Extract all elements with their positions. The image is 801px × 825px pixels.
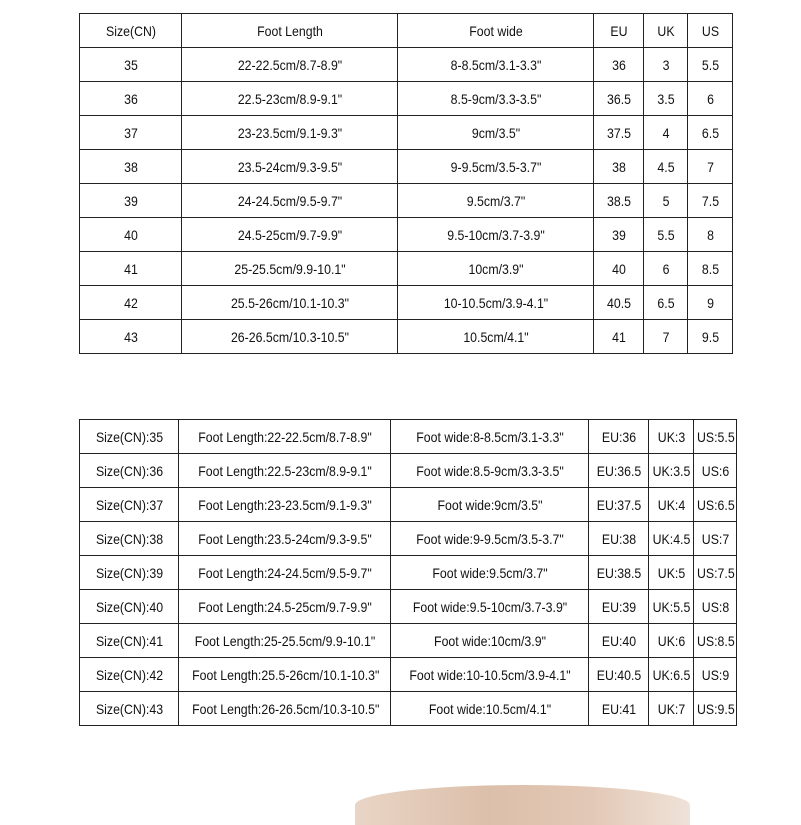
cell-foot-wide: 9cm/3.5" bbox=[409, 116, 581, 150]
cell-us: 8.5 bbox=[690, 252, 730, 286]
header-foot-length: Foot Length bbox=[194, 14, 384, 48]
header-uk: UK bbox=[646, 14, 685, 48]
cell-foot-length: Foot Length:25-25.5cm/9.9-10.1" bbox=[191, 624, 378, 658]
header-size-cn: Size(CN) bbox=[86, 14, 176, 48]
cell-size-cn: 42 bbox=[86, 286, 176, 320]
table-row bbox=[80, 184, 733, 218]
header-foot-wide: Foot wide bbox=[409, 14, 581, 48]
cell-us: US:9 bbox=[696, 658, 734, 692]
cell-size-cn: Size(CN):36 bbox=[85, 454, 172, 488]
cell-uk: UK:3.5 bbox=[651, 454, 691, 488]
header-eu: EU bbox=[597, 14, 641, 48]
cell-eu: EU:38 bbox=[592, 522, 645, 556]
cell-size-cn: Size(CN):41 bbox=[85, 624, 172, 658]
cell-uk: 3.5 bbox=[646, 82, 685, 116]
shoe-image-edge bbox=[355, 785, 690, 825]
cell-foot-length: Foot Length:24.5-25cm/9.7-9.9" bbox=[191, 590, 378, 624]
size-chart-table bbox=[79, 13, 733, 354]
cell-foot-wide: Foot wide:10-10.5cm/3.9-4.1" bbox=[402, 658, 576, 692]
cell-size-cn: 41 bbox=[86, 252, 176, 286]
cell-eu: EU:37.5 bbox=[592, 488, 645, 522]
cell-foot-wide: 9.5-10cm/3.7-3.9" bbox=[409, 218, 581, 252]
cell-foot-wide: 8.5-9cm/3.3-3.5" bbox=[409, 82, 581, 116]
cell-foot-length: 25.5-26cm/10.1-10.3" bbox=[194, 286, 384, 320]
cell-eu: EU:36 bbox=[592, 420, 645, 454]
cell-foot-wide: 10.5cm/4.1" bbox=[409, 320, 581, 354]
cell-uk: 4 bbox=[646, 116, 685, 150]
cell-us: US:7.5 bbox=[696, 556, 734, 590]
cell-foot-length: Foot Length:26-26.5cm/10.3-10.5" bbox=[191, 692, 378, 726]
table-row bbox=[80, 420, 737, 454]
cell-foot-wide: 8-8.5cm/3.1-3.3" bbox=[409, 48, 581, 82]
cell-uk: UK:6 bbox=[651, 624, 691, 658]
cell-us: US:7 bbox=[696, 522, 734, 556]
cell-eu: 37.5 bbox=[597, 116, 641, 150]
cell-us: US:8 bbox=[696, 590, 734, 624]
cell-eu: EU:39 bbox=[592, 590, 645, 624]
cell-us: 9 bbox=[690, 286, 730, 320]
cell-foot-wide: Foot wide:9cm/3.5" bbox=[402, 488, 576, 522]
cell-size-cn: Size(CN):42 bbox=[85, 658, 172, 692]
cell-foot-length: 22.5-23cm/8.9-9.1" bbox=[194, 82, 384, 116]
cell-uk: UK:5 bbox=[651, 556, 691, 590]
cell-foot-length: Foot Length:23-23.5cm/9.1-9.3" bbox=[191, 488, 378, 522]
cell-foot-length: 26-26.5cm/10.3-10.5" bbox=[194, 320, 384, 354]
cell-uk: 7 bbox=[646, 320, 685, 354]
cell-us: 6 bbox=[690, 82, 730, 116]
table-row bbox=[80, 488, 737, 522]
table-row bbox=[80, 624, 737, 658]
cell-foot-wide: Foot wide:8-8.5cm/3.1-3.3" bbox=[402, 420, 576, 454]
cell-uk: 5 bbox=[646, 184, 685, 218]
cell-foot-wide: 10cm/3.9" bbox=[409, 252, 581, 286]
cell-foot-length: 24-24.5cm/9.5-9.7" bbox=[194, 184, 384, 218]
cell-eu: EU:36.5 bbox=[592, 454, 645, 488]
cell-eu: 36 bbox=[597, 48, 641, 82]
cell-us: 7 bbox=[690, 150, 730, 184]
table-row bbox=[80, 590, 737, 624]
cell-uk: 6.5 bbox=[646, 286, 685, 320]
cell-us: US:6 bbox=[696, 454, 734, 488]
cell-size-cn: 39 bbox=[86, 184, 176, 218]
cell-size-cn: Size(CN):37 bbox=[85, 488, 172, 522]
cell-us: US:5.5 bbox=[696, 420, 734, 454]
cell-size-cn: 37 bbox=[86, 116, 176, 150]
header-row bbox=[80, 14, 733, 48]
cell-eu: 38.5 bbox=[597, 184, 641, 218]
size-chart-labeled-table bbox=[79, 419, 737, 726]
cell-size-cn: Size(CN):43 bbox=[85, 692, 172, 726]
cell-size-cn: Size(CN):39 bbox=[85, 556, 172, 590]
cell-foot-wide: 9-9.5cm/3.5-3.7" bbox=[409, 150, 581, 184]
cell-eu: EU:40.5 bbox=[592, 658, 645, 692]
cell-foot-wide: 10-10.5cm/3.9-4.1" bbox=[409, 286, 581, 320]
cell-foot-wide: Foot wide:9-9.5cm/3.5-3.7" bbox=[402, 522, 576, 556]
cell-uk: UK:4.5 bbox=[651, 522, 691, 556]
table-row bbox=[80, 252, 733, 286]
cell-uk: UK:7 bbox=[651, 692, 691, 726]
cell-foot-length: 23.5-24cm/9.3-9.5" bbox=[194, 150, 384, 184]
cell-uk: UK:4 bbox=[651, 488, 691, 522]
cell-foot-length: 23-23.5cm/9.1-9.3" bbox=[194, 116, 384, 150]
table-row bbox=[80, 658, 737, 692]
table-row bbox=[80, 286, 733, 320]
table-row bbox=[80, 454, 737, 488]
cell-size-cn: 38 bbox=[86, 150, 176, 184]
cell-us: 6.5 bbox=[690, 116, 730, 150]
cell-uk: 4.5 bbox=[646, 150, 685, 184]
cell-uk: 5.5 bbox=[646, 218, 685, 252]
cell-foot-length: 25-25.5cm/9.9-10.1" bbox=[194, 252, 384, 286]
cell-uk: UK:6.5 bbox=[651, 658, 691, 692]
cell-uk: UK:3 bbox=[651, 420, 691, 454]
cell-size-cn: 40 bbox=[86, 218, 176, 252]
cell-us: 5.5 bbox=[690, 48, 730, 82]
cell-us: US:8.5 bbox=[696, 624, 734, 658]
cell-us: US:6.5 bbox=[696, 488, 734, 522]
cell-foot-length: Foot Length:23.5-24cm/9.3-9.5" bbox=[191, 522, 378, 556]
cell-eu: 40.5 bbox=[597, 286, 641, 320]
cell-eu: 38 bbox=[597, 150, 641, 184]
cell-uk: 3 bbox=[646, 48, 685, 82]
cell-eu: 40 bbox=[597, 252, 641, 286]
cell-foot-wide: Foot wide:10.5cm/4.1" bbox=[402, 692, 576, 726]
cell-foot-wide: 9.5cm/3.7" bbox=[409, 184, 581, 218]
cell-size-cn: Size(CN):40 bbox=[85, 590, 172, 624]
cell-us: 9.5 bbox=[690, 320, 730, 354]
table-row bbox=[80, 556, 737, 590]
header-us: US bbox=[690, 14, 730, 48]
cell-foot-wide: Foot wide:8.5-9cm/3.3-3.5" bbox=[402, 454, 576, 488]
table-row bbox=[80, 218, 733, 252]
cell-size-cn: 43 bbox=[86, 320, 176, 354]
cell-foot-wide: Foot wide:9.5-10cm/3.7-3.9" bbox=[402, 590, 576, 624]
table-row bbox=[80, 116, 733, 150]
cell-uk: UK:5.5 bbox=[651, 590, 691, 624]
cell-size-cn: 35 bbox=[86, 48, 176, 82]
cell-eu: 39 bbox=[597, 218, 641, 252]
cell-eu: 36.5 bbox=[597, 82, 641, 116]
cell-us: 8 bbox=[690, 218, 730, 252]
cell-eu: EU:41 bbox=[592, 692, 645, 726]
table-row bbox=[80, 522, 737, 556]
cell-eu: EU:38.5 bbox=[592, 556, 645, 590]
cell-size-cn: 36 bbox=[86, 82, 176, 116]
cell-foot-length: Foot Length:22-22.5cm/8.7-8.9" bbox=[191, 420, 378, 454]
cell-size-cn: Size(CN):38 bbox=[85, 522, 172, 556]
cell-foot-length: 24.5-25cm/9.7-9.9" bbox=[194, 218, 384, 252]
table-row bbox=[80, 150, 733, 184]
cell-size-cn: Size(CN):35 bbox=[85, 420, 172, 454]
cell-foot-wide: Foot wide:9.5cm/3.7" bbox=[402, 556, 576, 590]
cell-foot-length: 22-22.5cm/8.7-8.9" bbox=[194, 48, 384, 82]
table-row bbox=[80, 82, 733, 116]
cell-uk: 6 bbox=[646, 252, 685, 286]
cell-eu: EU:40 bbox=[592, 624, 645, 658]
cell-foot-length: Foot Length:24-24.5cm/9.5-9.7" bbox=[191, 556, 378, 590]
cell-foot-length: Foot Length:25.5-26cm/10.1-10.3" bbox=[191, 658, 378, 692]
cell-eu: 41 bbox=[597, 320, 641, 354]
table-row bbox=[80, 692, 737, 726]
cell-us: US:9.5 bbox=[696, 692, 734, 726]
cell-us: 7.5 bbox=[690, 184, 730, 218]
table-row bbox=[80, 320, 733, 354]
cell-foot-length: Foot Length:22.5-23cm/8.9-9.1" bbox=[191, 454, 378, 488]
table-row bbox=[80, 48, 733, 82]
cell-foot-wide: Foot wide:10cm/3.9" bbox=[402, 624, 576, 658]
